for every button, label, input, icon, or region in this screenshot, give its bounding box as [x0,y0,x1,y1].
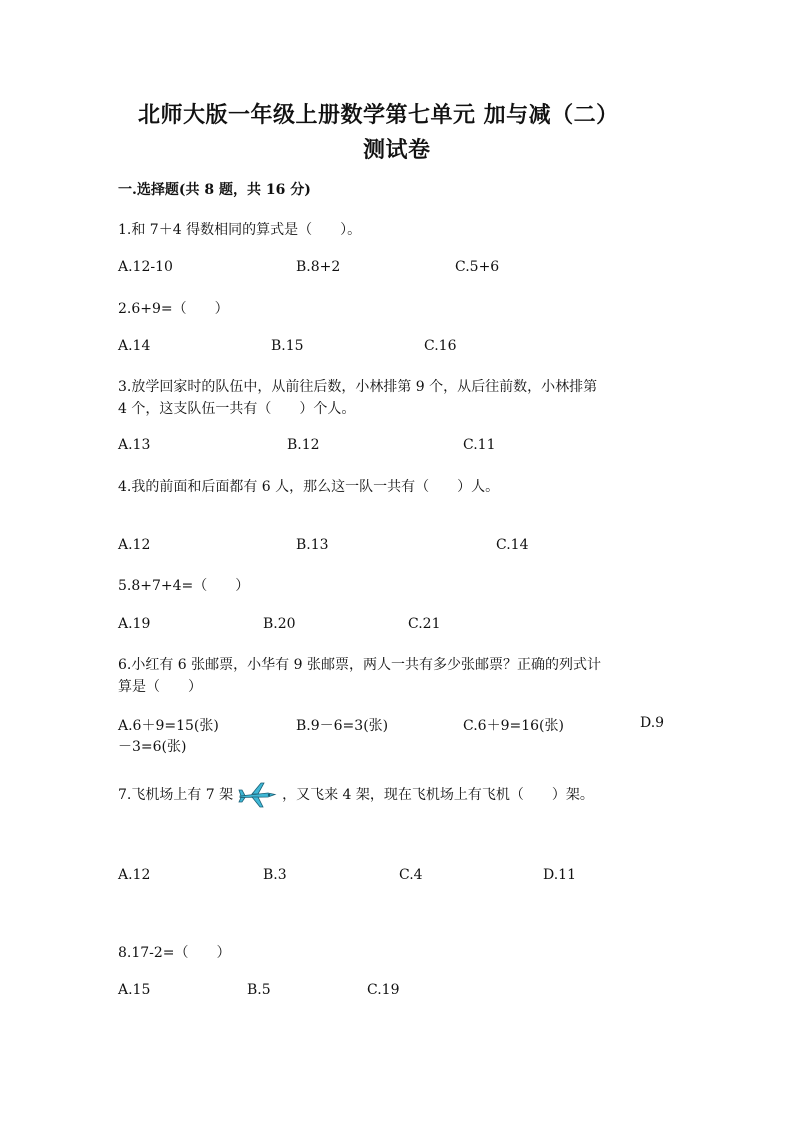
question-8-option-a: A.15 [118,982,151,998]
question-7-text [118,780,594,810]
question-7-text-part1: 7.飞机场上有 7 架 [118,787,234,803]
question-3-option-a: A.13 [118,437,151,453]
question-2-text: 2.6+9=（ ） [118,301,229,317]
question-2-option-a: A.14 [118,338,151,354]
question-6-text-line2: 算是（ ） [118,679,202,695]
question-3-option-b: B.12 [287,437,320,453]
question-2-option-b: B.15 [271,338,304,354]
question-7-text-part2: ，又飞来 4 架，现在飞机场上有飞机（ ）架。 [282,787,594,803]
question-6-option-c: C.6＋9=16(张) [463,718,564,734]
page-title-line1: 北师大版一年级上册数学第七单元 加与减（二） [138,102,619,128]
question-7-option-d: D.11 [543,867,576,883]
question-6-option-d-wrap: －3=6(张) [118,739,187,755]
question-4-text: 4.我的前面和后面都有 6 人，那么这一队一共有（ ）人。 [118,479,500,495]
question-2-option-c: C.16 [424,338,457,354]
question-5-option-c: C.21 [408,616,441,632]
question-1-option-b: B.8+2 [296,259,341,275]
question-5-option-a: A.19 [118,616,151,632]
page-title-line2: 测试卷 [363,137,431,163]
question-6-option-b: B.9－6=3(张) [296,718,389,734]
question-3-text-line2: 4 个，这支队伍一共有（ ）个人。 [118,401,356,417]
question-6-option-d: D.9 [640,715,665,731]
question-1-option-a: A.12-10 [118,259,173,275]
question-8-option-c: C.19 [367,982,400,998]
question-7-option-a: A.12 [118,867,151,883]
question-5-option-b: B.20 [263,616,296,632]
question-7-option-b: B.3 [263,867,287,883]
question-3-option-c: C.11 [463,437,496,453]
question-1-option-c: C.5+6 [455,259,500,275]
question-1-text: 1.和 7＋4 得数相同的算式是（ ）。 [118,222,362,238]
question-4-option-b: B.13 [296,537,329,553]
question-5-text: 5.8+7+4=（ ） [118,578,250,594]
question-4-option-c: C.14 [496,537,529,553]
question-4-option-a: A.12 [118,537,151,553]
question-6-text-line1: 6.小红有 6 张邮票，小华有 9 张邮票，两人一共有多少张邮票？正确的列式计 [118,657,601,673]
question-3-text-line1: 3.放学回家时的队伍中，从前往后数，小林排第 9 个，从后往前数，小林排第 [118,379,598,395]
question-6-option-a: A.6＋9=15(张) [118,718,219,734]
section-heading-choice: 一.选择题(共 8 题，共 16 分) [118,182,311,198]
airplane-icon [238,780,278,810]
question-8-option-b: B.5 [247,982,271,998]
question-7-option-c: C.4 [399,867,423,883]
question-8-text: 8.17-2=（ ） [118,945,231,961]
